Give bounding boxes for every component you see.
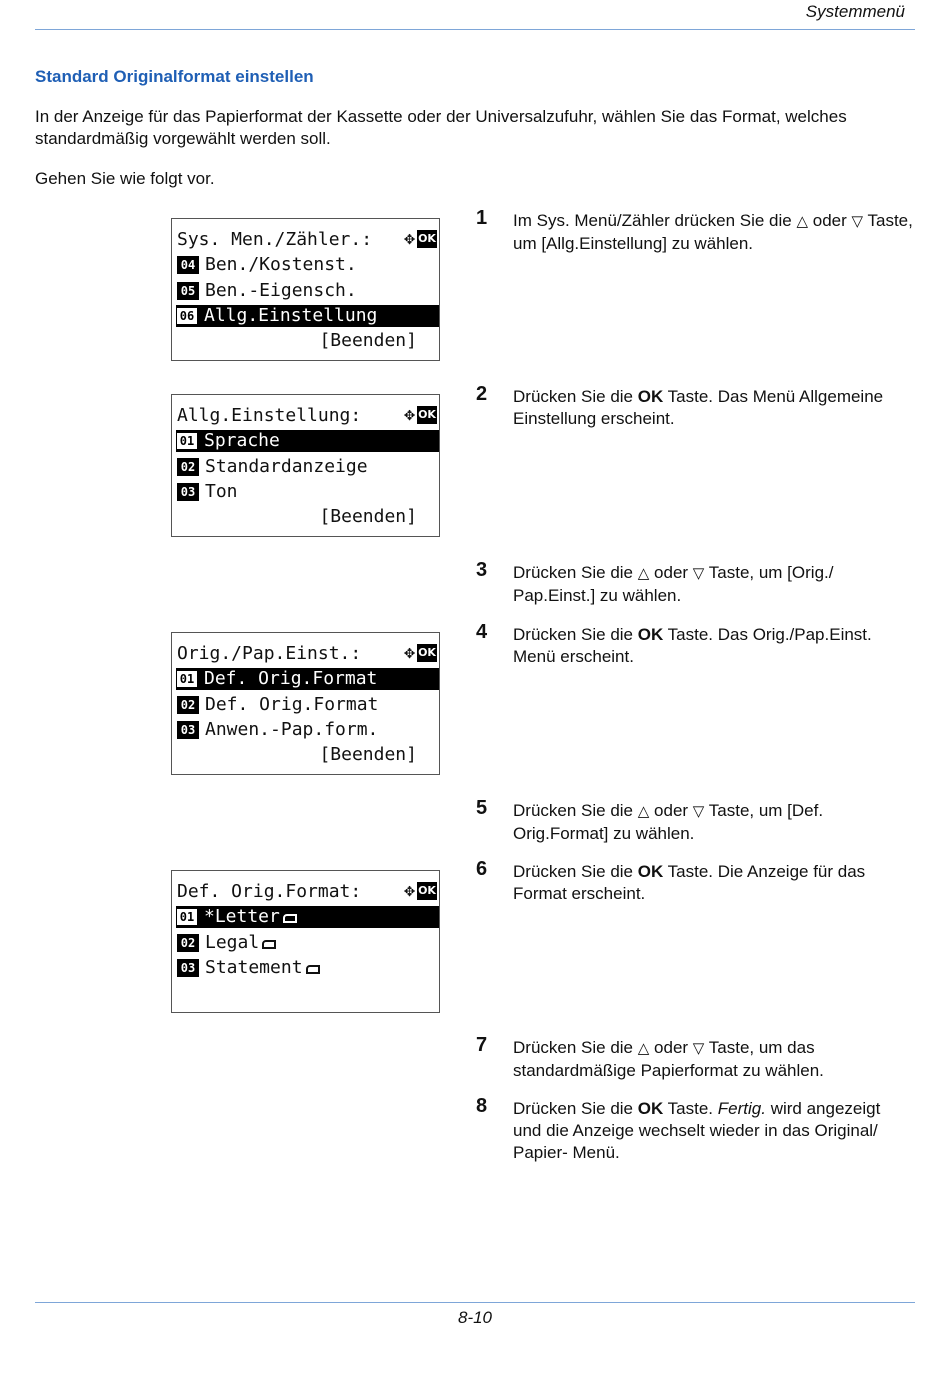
- step-number: 5: [476, 797, 488, 819]
- step-text: Drücken Sie die OK Taste. Die Anzeige für das Format erscheint.: [513, 862, 866, 903]
- running-header: Systemmenü: [805, 2, 905, 21]
- step-number: 6: [476, 858, 488, 880]
- ok-key-icon: OK: [417, 406, 437, 424]
- header-rule: [35, 29, 915, 30]
- down-triangle-icon: ▽: [692, 803, 705, 820]
- ok-key-icon: OK: [417, 644, 437, 662]
- lcd-screen-orig-paper-settings: [171, 632, 440, 775]
- ok-key-icon: OK: [417, 882, 437, 900]
- four-way-arrow-icon: ✥: [404, 228, 415, 249]
- lcd-menu-item-selected: 01 *Letter: [176, 906, 439, 928]
- intro-note: Gehen Sie wie folgt vor.: [35, 169, 215, 188]
- lcd-menu-item: 04 Ben./Kostenst.: [177, 254, 439, 276]
- page-number: 8-10: [457, 1308, 493, 1327]
- lcd-menu-item-selected: 06 Allg.Einstellung: [176, 305, 439, 327]
- paper-orientation-icon: [262, 940, 276, 949]
- step-number: 8: [476, 1095, 488, 1117]
- step-text: Drücken Sie die OK Taste. Das Orig./Pap.Einst. Menü erscheint.: [513, 625, 872, 666]
- lcd-exit-label: [Beenden]: [319, 330, 417, 351]
- lcd-title: Orig./Pap.Einst.:: [177, 643, 362, 664]
- lcd-screen-default-orig-format: [171, 870, 440, 1013]
- down-triangle-icon: ▽: [851, 213, 864, 230]
- intro-paragraph: In der Anzeige für das Papierformat der Kassette oder der Universalzufuhr, wählen Sie das Format, welches standardmäßig vorgewählt werden soll.: [35, 107, 847, 148]
- lcd-menu-item: 05 Ben.-Eigensch.: [177, 280, 439, 302]
- section-title: Standard Originalformat einstellen: [35, 67, 314, 86]
- step-number: 7: [476, 1034, 488, 1056]
- lcd-title: Sys. Men./Zähler.:: [177, 229, 373, 250]
- lcd-exit-label: [Beenden]: [319, 506, 417, 527]
- lcd-menu-item-selected: 01 Sprache: [176, 430, 439, 452]
- lcd-menu-item: 03 Anwen.-Pap.form.: [177, 719, 439, 741]
- footer-rule: [35, 1302, 915, 1303]
- step-number: 2: [476, 383, 488, 405]
- down-triangle-icon: ▽: [692, 1040, 705, 1057]
- lcd-exit-label: [Beenden]: [319, 744, 417, 765]
- up-triangle-icon: △: [637, 803, 650, 820]
- lcd-menu-item-selected: 01 Def. Orig.Format: [176, 668, 439, 690]
- lcd-screen-general-settings: [171, 394, 440, 537]
- lcd-menu-item: 02 Legal: [177, 932, 439, 954]
- lcd-screen-system-menu: [171, 218, 440, 361]
- step-text: Drücken Sie die OK Taste. Fertig. wird angezeigt und die Anzeige wechselt wieder in das Original/ Papier- Menü.: [513, 1099, 881, 1162]
- paper-orientation-icon: [283, 914, 297, 923]
- lcd-title: Allg.Einstellung:: [177, 405, 362, 426]
- four-way-arrow-icon: ✥: [404, 404, 415, 425]
- step-text: Drücken Sie die △ oder ▽ Taste, um [Orig./ Pap.Einst.] zu wählen.: [513, 563, 834, 605]
- four-way-arrow-icon: ✥: [404, 880, 415, 901]
- paper-orientation-icon: [306, 965, 320, 974]
- up-triangle-icon: △: [796, 213, 809, 230]
- step-text: Drücken Sie die △ oder ▽ Taste, um [Def. Orig.Format] zu wählen.: [513, 801, 824, 843]
- four-way-arrow-icon: ✥: [404, 642, 415, 663]
- up-triangle-icon: △: [637, 1040, 650, 1057]
- up-triangle-icon: △: [637, 565, 650, 582]
- ok-key-icon: OK: [417, 230, 437, 248]
- step-text: Im Sys. Menü/Zähler drücken Sie die △ oder ▽ Taste, um [Allg.Einstellung] zu wählen.: [513, 211, 913, 253]
- step-text: Drücken Sie die OK Taste. Das Menü Allgemeine Einstellung erscheint.: [513, 387, 884, 428]
- lcd-menu-item: 03 Ton: [177, 481, 439, 503]
- lcd-menu-item: 02 Def. Orig.Format: [177, 694, 439, 716]
- lcd-menu-item: 03 Statement: [177, 957, 439, 979]
- lcd-menu-item: 02 Standardanzeige: [177, 456, 439, 478]
- lcd-title: Def. Orig.Format:: [177, 881, 362, 902]
- down-triangle-icon: ▽: [692, 565, 705, 582]
- step-number: 4: [476, 621, 488, 643]
- step-number: 1: [476, 207, 488, 229]
- step-number: 3: [476, 559, 488, 581]
- step-text: Drücken Sie die △ oder ▽ Taste, um das standardmäßige Papierformat zu wählen.: [513, 1038, 824, 1080]
